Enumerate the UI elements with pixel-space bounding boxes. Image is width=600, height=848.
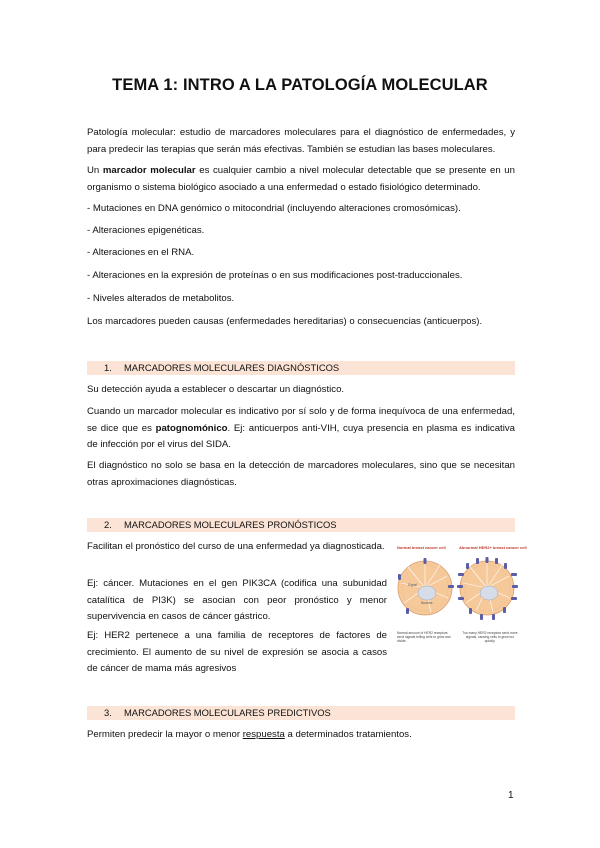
signal-label: Signal <box>408 583 417 587</box>
her2-receptor-icon <box>458 573 464 576</box>
figure-right-title: Abnormal HER2+ breast cancer cell <box>459 545 527 550</box>
section-title: MARCADORES MOLECULARES PRONÓSTICOS <box>124 519 337 530</box>
figure-left-caption: Normal amount of HER2 receptors send signals telling cells to grow and divide. <box>397 631 451 643</box>
section3-paragraph-1: Permiten predecir la mayor o menor respuesta a determinados tratamientos. <box>87 729 412 740</box>
page-title: TEMA 1: INTRO A LA PATOLOGÍA MOLECULAR <box>112 76 488 94</box>
her2-receptor-icon <box>486 557 489 563</box>
her2-receptor-icon <box>503 607 506 613</box>
section-number: 3. <box>104 707 112 718</box>
her2-figure <box>396 543 527 651</box>
section-number: 1. <box>104 362 112 373</box>
her2-receptor-icon <box>466 563 469 569</box>
normal-cell-diagram <box>398 558 454 615</box>
page-number: 1 <box>508 790 514 801</box>
her2-receptor-icon <box>398 574 401 580</box>
her2-receptor-icon <box>512 585 518 588</box>
her2-receptor-icon <box>457 585 463 588</box>
her2-receptor-icon <box>511 597 517 600</box>
her2-receptor-icon <box>511 573 517 576</box>
section1-paragraph-3: El diagnóstico no solo se basa en la detección de marcadores moleculares, sino que se necesitan otras aproximaciones diagnósticas. <box>87 460 515 488</box>
figure-right-caption: Too many HER2 receptors send more signals, causing cells to grow too quickly. <box>462 631 518 643</box>
her2-receptor-icon <box>480 614 483 620</box>
her2-receptor-icon <box>469 608 472 614</box>
section2-paragraph-2: Ej: cáncer. Mutaciones en el gen PIK3CA (codifica una subunidad catalítica de PI3K) se asocian con peor pronóstico y menor supervivencia en casos de cáncer gástrico. <box>87 578 387 622</box>
section2-paragraph-1: Facilitan el pronóstico del curso de una enfermedad ya diagnosticada. <box>87 541 385 552</box>
section-number: 2. <box>104 519 112 530</box>
section-heading-2 <box>87 518 515 532</box>
list-item: - Mutaciones en DNA genómico o mitocondrial (incluyendo alteraciones cromosómicas). <box>87 203 461 214</box>
section-title: MARCADORES MOLECULARES DIAGNÓSTICOS <box>124 362 340 373</box>
list-item: - Alteraciones en la expresión de proteínas o en sus modificaciones post-traduccionales. <box>87 270 463 281</box>
her2-receptor-icon <box>458 597 464 600</box>
section1-paragraph-1: Su detección ayuda a establecer o descartar un diagnóstico. <box>87 384 345 395</box>
intro-paragraph-1: Patología molecular: estudio de marcadores moleculares para el diagnóstico de enfermedades, y para predecir las terapias que serán más efectivas. También se estudian las bases moleculares. <box>87 127 515 155</box>
section2-paragraph-3: Ej: HER2 pertenece a una familia de receptores de factores de crecimiento. El aumento de su nivel de expresión se asocia a casos de cáncer de mama más agresivos <box>87 630 387 674</box>
intro-paragraph-3: Los marcadores pueden causas (enfermedades hereditarias) o consecuencias (anticuerpos). <box>87 316 483 327</box>
section-title: MARCADORES MOLECULARES PREDICTIVOS <box>124 707 331 718</box>
her2-receptor-icon <box>476 558 479 564</box>
list-item: - Alteraciones epigenéticas. <box>87 225 205 236</box>
her2-receptor-icon <box>492 614 495 620</box>
section-heading-1 <box>87 361 515 375</box>
her2-receptor-icon <box>504 563 507 569</box>
nucleus-label: Nucleus <box>421 601 433 605</box>
figure-left-title: Normal breast cancer cell <box>397 545 446 550</box>
her2-positive-cell-diagram <box>457 557 518 620</box>
list-item: - Alteraciones en el RNA. <box>87 247 195 258</box>
intro-paragraph-2: Un marcador molecular es cualquier cambio a nivel molecular detectable que se presente en un organismo o sistema biológico asociado a una enfermedad o estado fisiológico determinado. <box>87 165 515 193</box>
section-heading-3 <box>87 706 515 720</box>
her2-receptor-icon <box>406 608 409 614</box>
section1-paragraph-2: Cuando un marcador molecular es indicativo por sí solo y de forma inequívoca de una enfermedad, se dice que es patognomónico. Ej: anticuerpos anti-VIH, cuya presencia en plasma es indicativa de infección por el virus del SIDA. <box>87 406 515 450</box>
her2-receptor-icon <box>495 558 498 564</box>
her2-receptor-icon <box>424 558 427 564</box>
list-item: - Niveles alterados de metabolitos. <box>87 293 235 304</box>
her2-receptor-icon <box>448 585 454 588</box>
